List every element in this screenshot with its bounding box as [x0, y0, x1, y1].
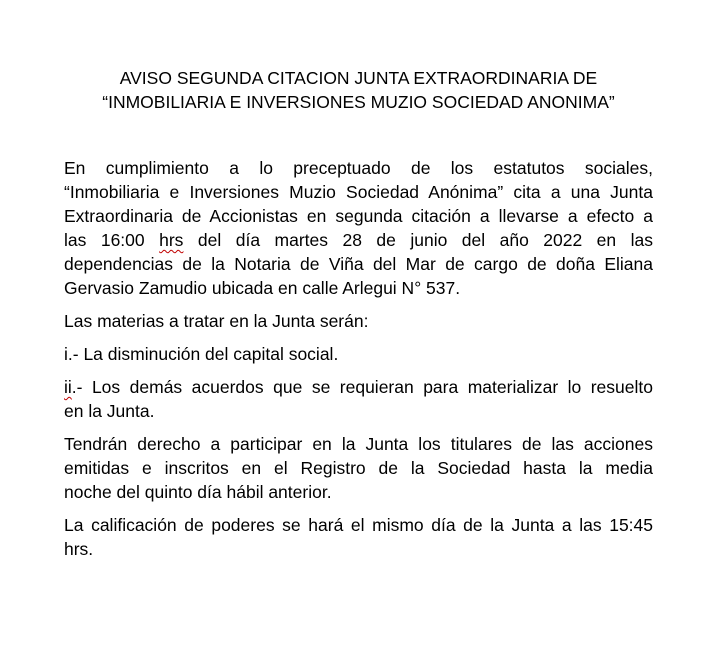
agenda-item-2-text: .- Los demás acuerdos que se requieran para materializar lo resuelto — [71, 377, 653, 397]
agenda-item-2-line-2: en la Junta. — [64, 401, 155, 421]
paragraph-line: dependencias de la Notaria de Viña del Mar de cargo de doña Eliana — [64, 254, 653, 274]
paragraph-line: “Inmobiliaria e Inversiones Muzio Sociedad Anónima” cita a una Junta — [64, 182, 653, 202]
agenda-item-2-line-1 — [64, 375, 653, 399]
paragraph-eligibility — [64, 432, 653, 504]
agenda-item-1: i.- La disminución del capital social. — [64, 344, 339, 364]
paragraph-line: En cumplimiento a lo preceptuado de los estatutos sociales, — [64, 158, 653, 178]
paragraph-line: La calificación de poderes se hará el mismo día de la Junta a las 15:45 — [64, 515, 653, 535]
spellcheck-word-hrs: hrs — [159, 230, 184, 250]
paragraph-line: Extraordinaria de Accionistas en segunda citación a llevarse a efecto a — [64, 206, 653, 226]
agenda-item-2 — [64, 375, 653, 423]
paragraph-line: Tendrán derecho a participar en la Junta los titulares de las acciones — [64, 434, 653, 454]
date-text-pre: las 16:00 — [64, 230, 160, 250]
paragraph-convocation — [64, 156, 653, 300]
title-line-1: AVISO SEGUNDA CITACION JUNTA EXTRAORDINARIA DE — [119, 68, 598, 88]
title-line-2: “INMOBILIARIA E INVERSIONES MUZIO SOCIEDAD ANONIMA” — [102, 92, 615, 112]
notice-body — [64, 156, 653, 570]
spellcheck-word-ii: ii — [64, 377, 72, 397]
paragraph-line: hrs. — [64, 539, 94, 559]
paragraph-proxies — [64, 513, 653, 561]
paragraph-topics-intro: Las materias a tratar en la Junta serán: — [64, 311, 369, 331]
date-text-post: del día martes 28 de junio del año 2022 en las — [183, 230, 653, 250]
paragraph-line: noche del quinto día hábil anterior. — [64, 482, 332, 502]
paragraph-line: emitidas e inscritos en el Registro de la Sociedad hasta la media — [64, 458, 653, 478]
notice-title — [40, 66, 677, 114]
paragraph-line: Gervasio Zamudio ubicada en calle Arlegui N° 537. — [64, 278, 461, 298]
paragraph-line-date — [64, 228, 653, 252]
